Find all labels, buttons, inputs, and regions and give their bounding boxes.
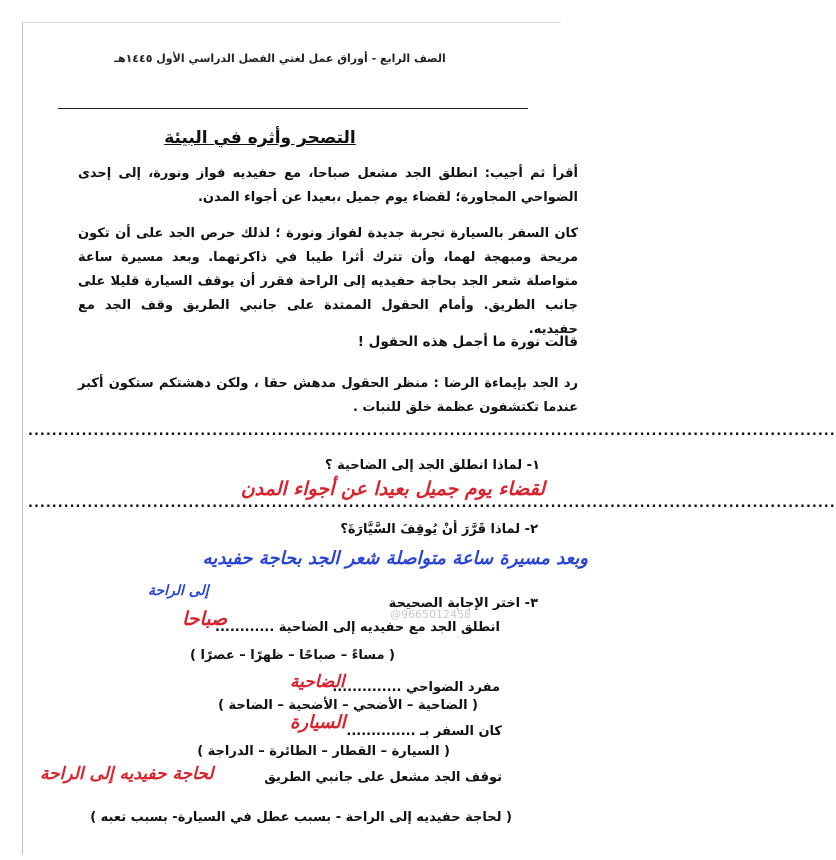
- worksheet-header: الصف الرابع - أوراق عمل لغتي الفصل الدراسي الأول ١٤٤٥هـ: [114, 52, 446, 65]
- intro-paragraph: أقرأ ثم أجيب: انطلق الجد مشعل صباحا، مع حفيديه فواز ونورة، إلى إحدى الضواحي المجاورة؛ لقضاء يوم جميل ،بعيدا عن أجواء المدن.: [78, 166, 578, 205]
- noura-quote: قالت نورة ما أجمل هذه الحقول !: [357, 334, 578, 350]
- watermark: @9665012458: [390, 608, 471, 621]
- mcq-2-options: ( الضاحية – الأضحي – الأضحية – الضاحة ): [218, 698, 478, 713]
- dotted-separator: ........................................................................................................................................: [28, 424, 836, 439]
- question-2: ٢- لماذا قَرَّرَ أنْ يُوقِفَ السَّيَّارَةَ؟: [340, 522, 538, 537]
- mcq-4-stem: توقف الجد مشعل على جانبي الطريق: [264, 770, 502, 785]
- handwritten-answer-2-line1: وبعد مسيرة ساعة متواصلة شعر الجد بحاجة حفيديه: [202, 548, 588, 569]
- lesson-title: التصحر وأثره في البيئة: [164, 128, 356, 148]
- question-3: ٣- اختر الإجابة الصحيحة: [388, 596, 538, 611]
- mcq-4-answer: لحاجة حفيديه إلى الراحة: [40, 764, 214, 784]
- mcq-1-options: ( مساءً – صباحًا – ظهرًا – عصرًا ): [190, 648, 395, 663]
- handwritten-answer-2-line2: إلى الراحة: [148, 583, 209, 599]
- mcq-3-options: ( السيارة – القطار – الطائرة – الدراجة ): [197, 744, 450, 759]
- mcq-1-stem: انطلق الجد مع حفيديه إلى الضاحية ............: [215, 620, 500, 635]
- header-divider: [58, 108, 528, 109]
- mcq-2-answer: الضاحية: [290, 672, 345, 692]
- mcq-3-stem: كان السفر بـ ..............: [346, 724, 502, 739]
- question-1: ١- لماذا انطلق الجد إلى الضاحية ؟: [325, 458, 540, 473]
- story-paragraph: كان السفر بالسيارة تجربة جديدة لفواز ونورة ؛ لذلك حرص الجد على أن تكون مريحة ومبهجة لهما، وأن تترك أثرا طيبا في ذاكرتهما. وبعد مسيرة ساعة متواصلة شعر الجد بحاجة حفيديه إلى الراحة فقرر أن يوقف السيارة قليلا على جانب الطريق. وأمام الحقول الممتدة على جانبي الطريق وقف الجد مع حفيديه.: [78, 226, 578, 337]
- mcq-4-options: ( لحاجة حفيديه إلى الراحة - بسبب عطل في السيارة- بسبب تعبه ): [90, 810, 512, 825]
- handwritten-answer-1: لقضاء يوم جميل بعيدا عن أجواء المدن: [240, 478, 545, 500]
- answer-line-1: ........................................................................................................................................: [28, 496, 836, 511]
- mcq-1-answer: صباحا: [182, 608, 228, 630]
- mcq-2-stem: مفرد الضواحي ..............: [332, 680, 500, 695]
- mcq-3-answer: السيارة: [290, 712, 346, 733]
- grandfather-reply: رد الجد بإيماءة الرضا : منظر الحقول مدهش حقا ، ولكن دهشتكم ستكون أكبر عندما تكتشفون عظمة خلق للنبات .: [78, 376, 578, 415]
